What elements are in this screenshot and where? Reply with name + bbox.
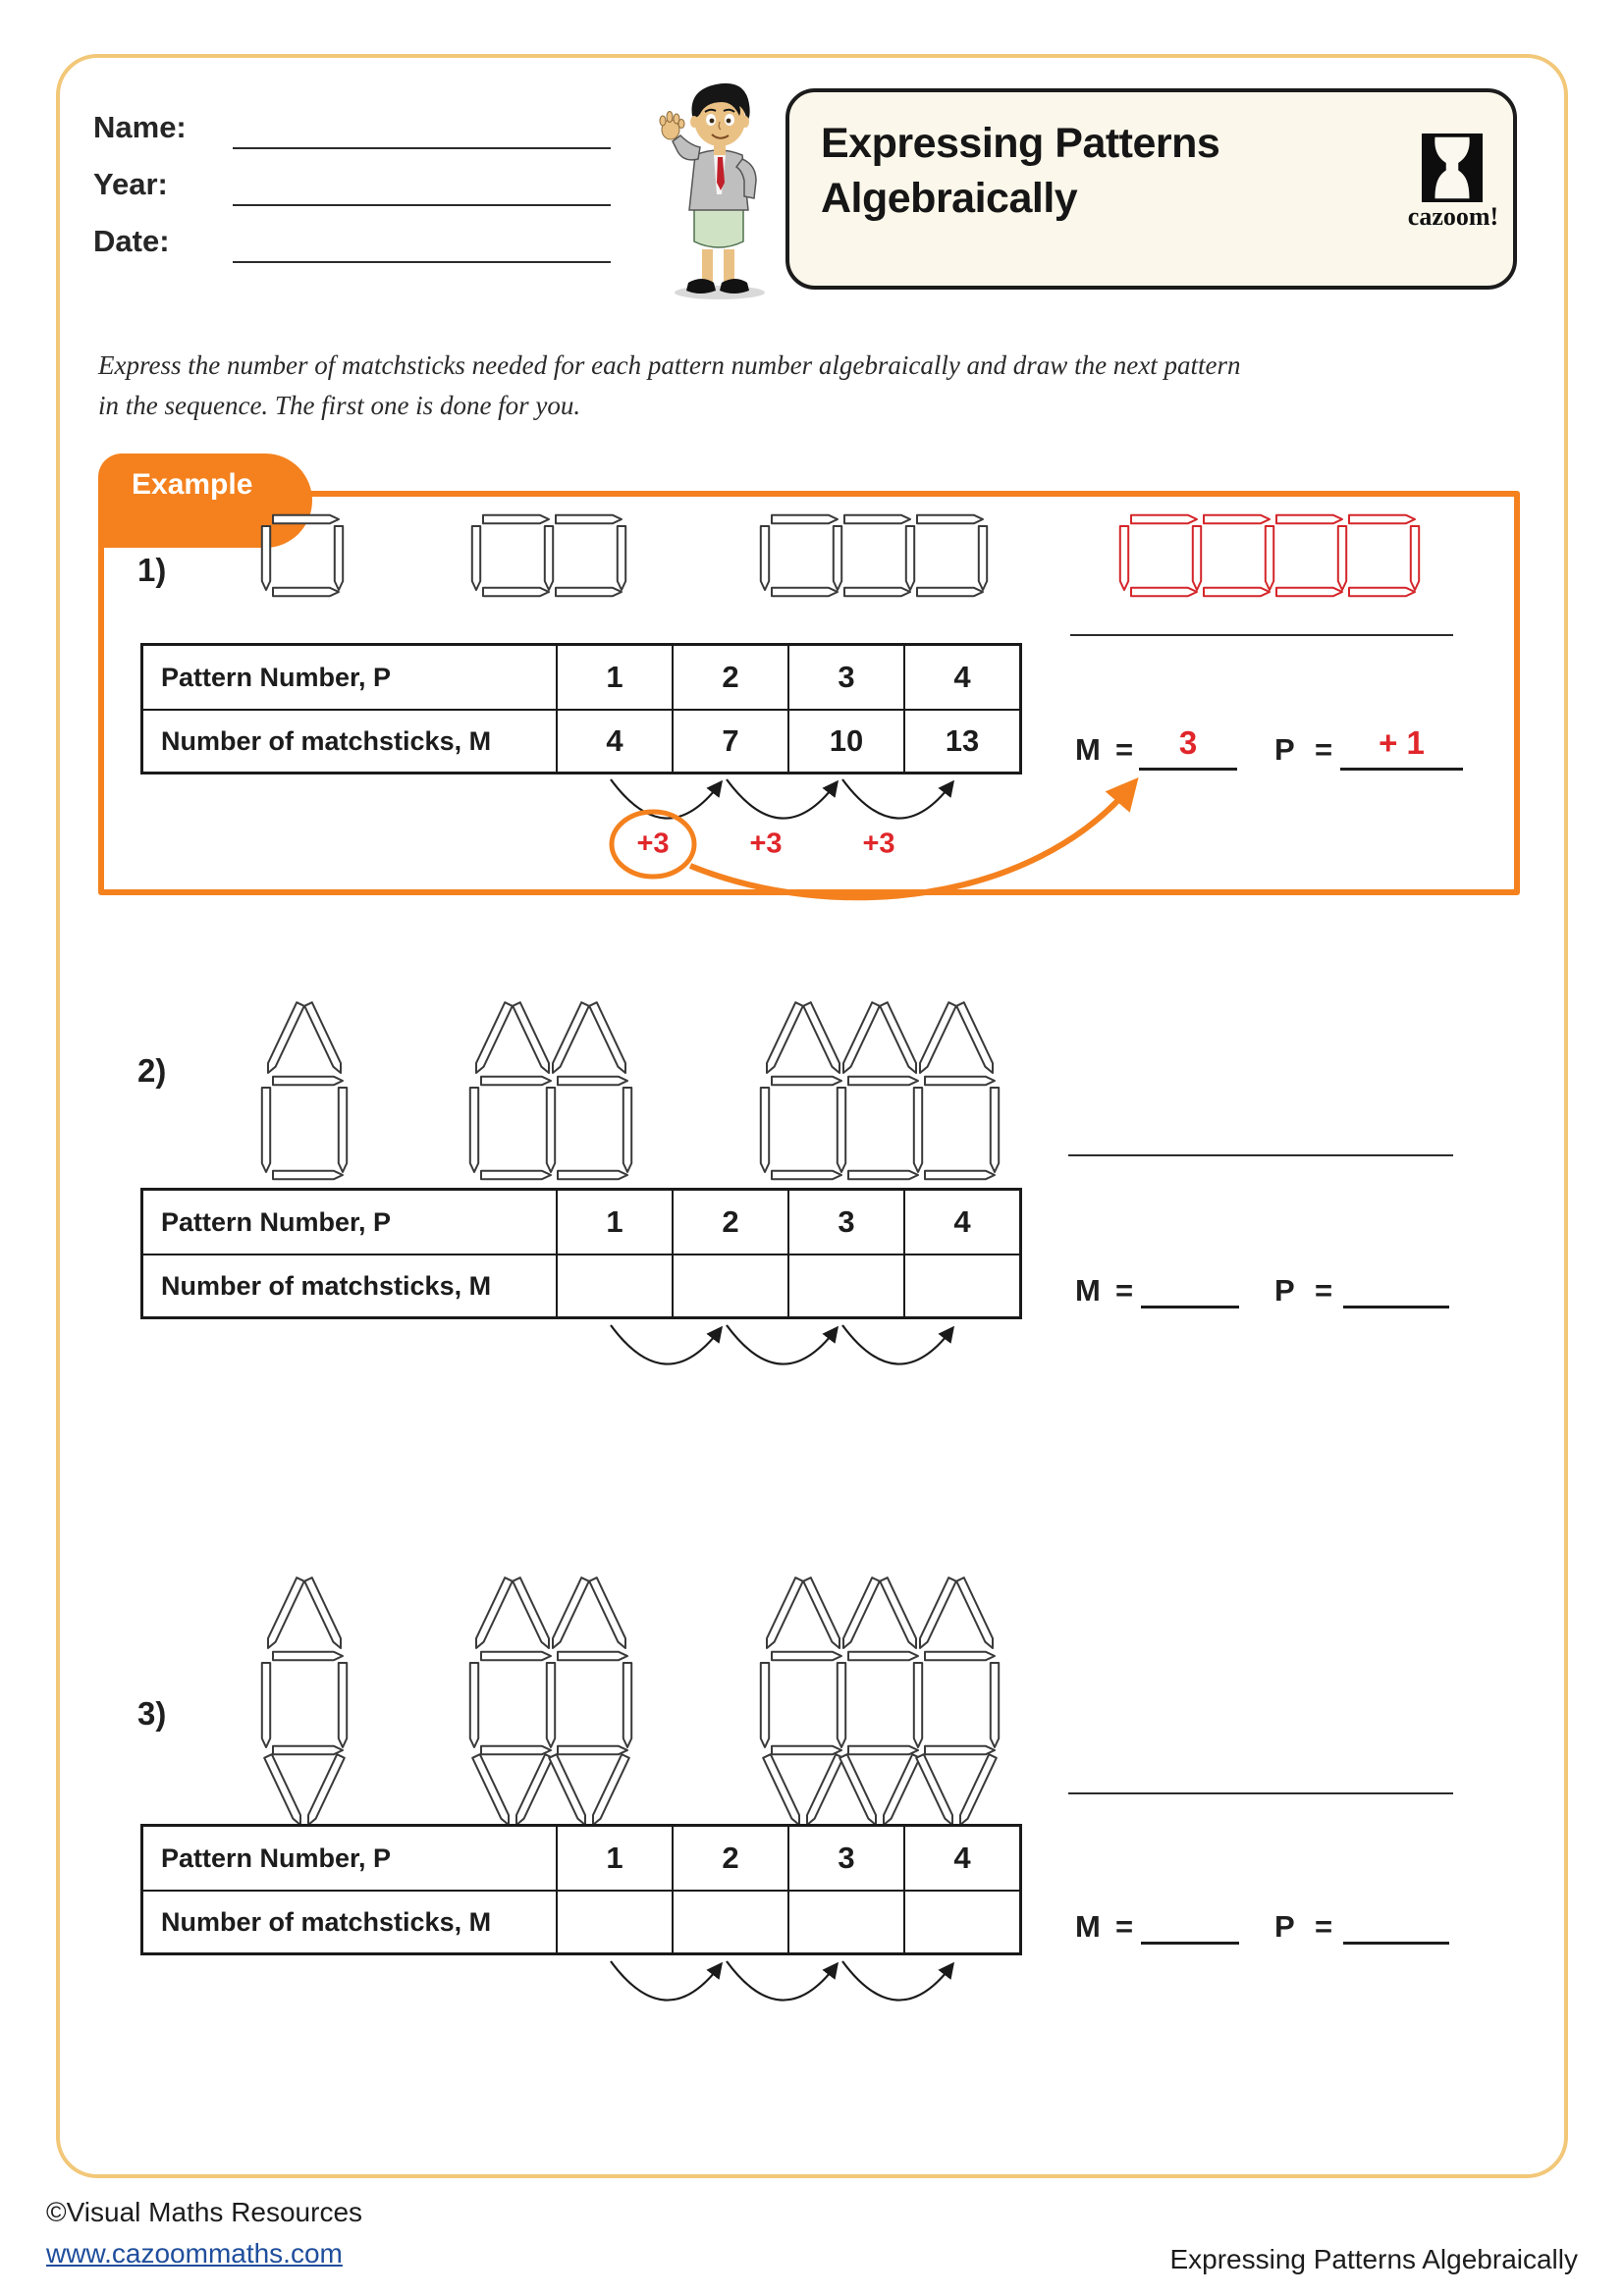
q2-pattern-3	[756, 991, 1003, 1184]
matchstick-pattern-4-drawn	[1115, 510, 1424, 601]
p-answer-line-1[interactable]	[1340, 768, 1463, 771]
table2-p3: 3	[787, 1191, 903, 1254]
table1-row2-label: Number of matchsticks, M	[143, 709, 556, 772]
m-answer-line-2[interactable]	[1141, 1306, 1239, 1308]
table1-m3: 10	[787, 709, 903, 772]
name-label: Name:	[93, 110, 187, 144]
difference-arrows-3	[540, 1957, 1011, 2020]
m-equals-1: =	[1115, 732, 1134, 767]
website-link[interactable]: www.cazoommaths.com	[46, 2238, 343, 2269]
p-equals-2: =	[1315, 1273, 1333, 1308]
table2-m4-cell[interactable]	[903, 1254, 1019, 1316]
m-label-3: M	[1075, 1909, 1101, 1944]
pattern-table-3	[140, 1824, 1022, 1955]
q3-pattern-1	[257, 1567, 352, 1834]
q2-pattern-2	[465, 991, 636, 1184]
title-line2: Algebraically	[821, 175, 1078, 222]
table3-m4-cell[interactable]	[903, 1890, 1019, 1952]
table2-row2-label: Number of matchsticks, M	[143, 1254, 556, 1316]
difference-label-2: +3	[749, 828, 783, 860]
p-value-1: + 1	[1379, 724, 1425, 761]
table1-p1: 1	[556, 646, 672, 709]
difference-arrows-2	[540, 1321, 1011, 1384]
table2-p1: 1	[556, 1191, 672, 1254]
m-value-1: 3	[1178, 724, 1198, 761]
question-3-number: 3)	[137, 1695, 167, 1732]
table3-m3-cell[interactable]	[787, 1890, 903, 1952]
draw-next-pattern-line-1[interactable]	[1070, 634, 1453, 636]
title-line1: Expressing Patterns	[821, 120, 1220, 167]
table3-p3: 3	[787, 1827, 903, 1890]
date-input-line[interactable]	[233, 261, 611, 263]
difference-label-3: +3	[862, 828, 895, 860]
year-input-line[interactable]	[233, 204, 611, 206]
table1-row1-label: Pattern Number, P	[161, 662, 392, 692]
table2-m1-cell[interactable]	[556, 1254, 672, 1316]
table3-p1: 1	[556, 1827, 672, 1890]
year-label: Year:	[93, 167, 168, 201]
table2-p2: 2	[672, 1191, 787, 1254]
table3-m1-cell[interactable]	[556, 1890, 672, 1952]
table1-p3: 3	[787, 646, 903, 709]
table1-m1: 4	[556, 709, 672, 772]
matchstick-pattern-2	[467, 510, 630, 601]
table3-row1-label: Pattern Number, P	[161, 1842, 392, 1873]
table3-m2-cell[interactable]	[672, 1890, 787, 1952]
question-1-number: 1)	[137, 552, 167, 588]
p-answer-line-3[interactable]	[1343, 1942, 1449, 1945]
p-answer-line-2[interactable]	[1343, 1306, 1449, 1308]
table1-p2: 2	[672, 646, 787, 709]
matchstick-pattern-1	[257, 510, 348, 601]
table1-m4: 13	[903, 709, 1019, 772]
p-equals-1: =	[1315, 732, 1333, 767]
m-answer-line-3[interactable]	[1141, 1942, 1239, 1945]
difference-label-1: +3	[636, 828, 670, 860]
table2-p4: 4	[903, 1191, 1019, 1254]
student-cartoon	[633, 61, 790, 301]
draw-next-pattern-line-2[interactable]	[1068, 1154, 1453, 1156]
p-label-1: P	[1274, 732, 1295, 767]
drum-icon	[1422, 133, 1483, 202]
m-equals-2: =	[1115, 1273, 1134, 1308]
matchstick-pattern-3	[756, 510, 992, 601]
instructions-line2: in the sequence. The first one is done for you.	[98, 391, 581, 420]
p-label-3: P	[1274, 1909, 1295, 1944]
pattern-table-1	[140, 643, 1022, 774]
m-label-2: M	[1075, 1273, 1101, 1308]
q3-pattern-3	[756, 1567, 1003, 1834]
coefficient-callout-arrow	[589, 756, 1198, 933]
m-answer-line-1[interactable]	[1139, 768, 1237, 771]
table2-m3-cell[interactable]	[787, 1254, 903, 1316]
table1-m2: 7	[672, 709, 787, 772]
footer-worksheet-title: Expressing Patterns Algebraically	[1169, 2244, 1578, 2274]
table3-row2-label: Number of matchsticks, M	[143, 1890, 556, 1952]
pattern-table-2	[140, 1188, 1022, 1319]
draw-next-pattern-line-3[interactable]	[1068, 1792, 1453, 1794]
table1-p4: 4	[903, 646, 1019, 709]
p-label-2: P	[1274, 1273, 1295, 1308]
copyright-text: ©Visual Maths Resources	[46, 2197, 363, 2227]
table2-row1-label: Pattern Number, P	[161, 1206, 392, 1237]
table2-m2-cell[interactable]	[672, 1254, 787, 1316]
table3-p2: 2	[672, 1827, 787, 1890]
date-label: Date:	[93, 224, 170, 258]
table3-p4: 4	[903, 1827, 1019, 1890]
q3-pattern-2	[465, 1567, 636, 1834]
question-2-number: 2)	[137, 1052, 167, 1089]
worksheet-title	[821, 116, 1219, 226]
m-equals-3: =	[1115, 1909, 1134, 1944]
p-equals-3: =	[1315, 1909, 1333, 1944]
name-input-line[interactable]	[233, 147, 611, 149]
cazoom-logo-icon	[1422, 133, 1483, 202]
instructions-line1: Express the number of matchsticks needed for each pattern number algebraically and draw the next pattern	[98, 350, 1241, 380]
m-label-1: M	[1075, 732, 1101, 767]
instructions	[98, 346, 1551, 426]
cazoom-logo-text: cazoom!	[1407, 202, 1499, 231]
q2-pattern-1	[257, 991, 352, 1184]
example-tab-label: Example	[132, 468, 253, 501]
